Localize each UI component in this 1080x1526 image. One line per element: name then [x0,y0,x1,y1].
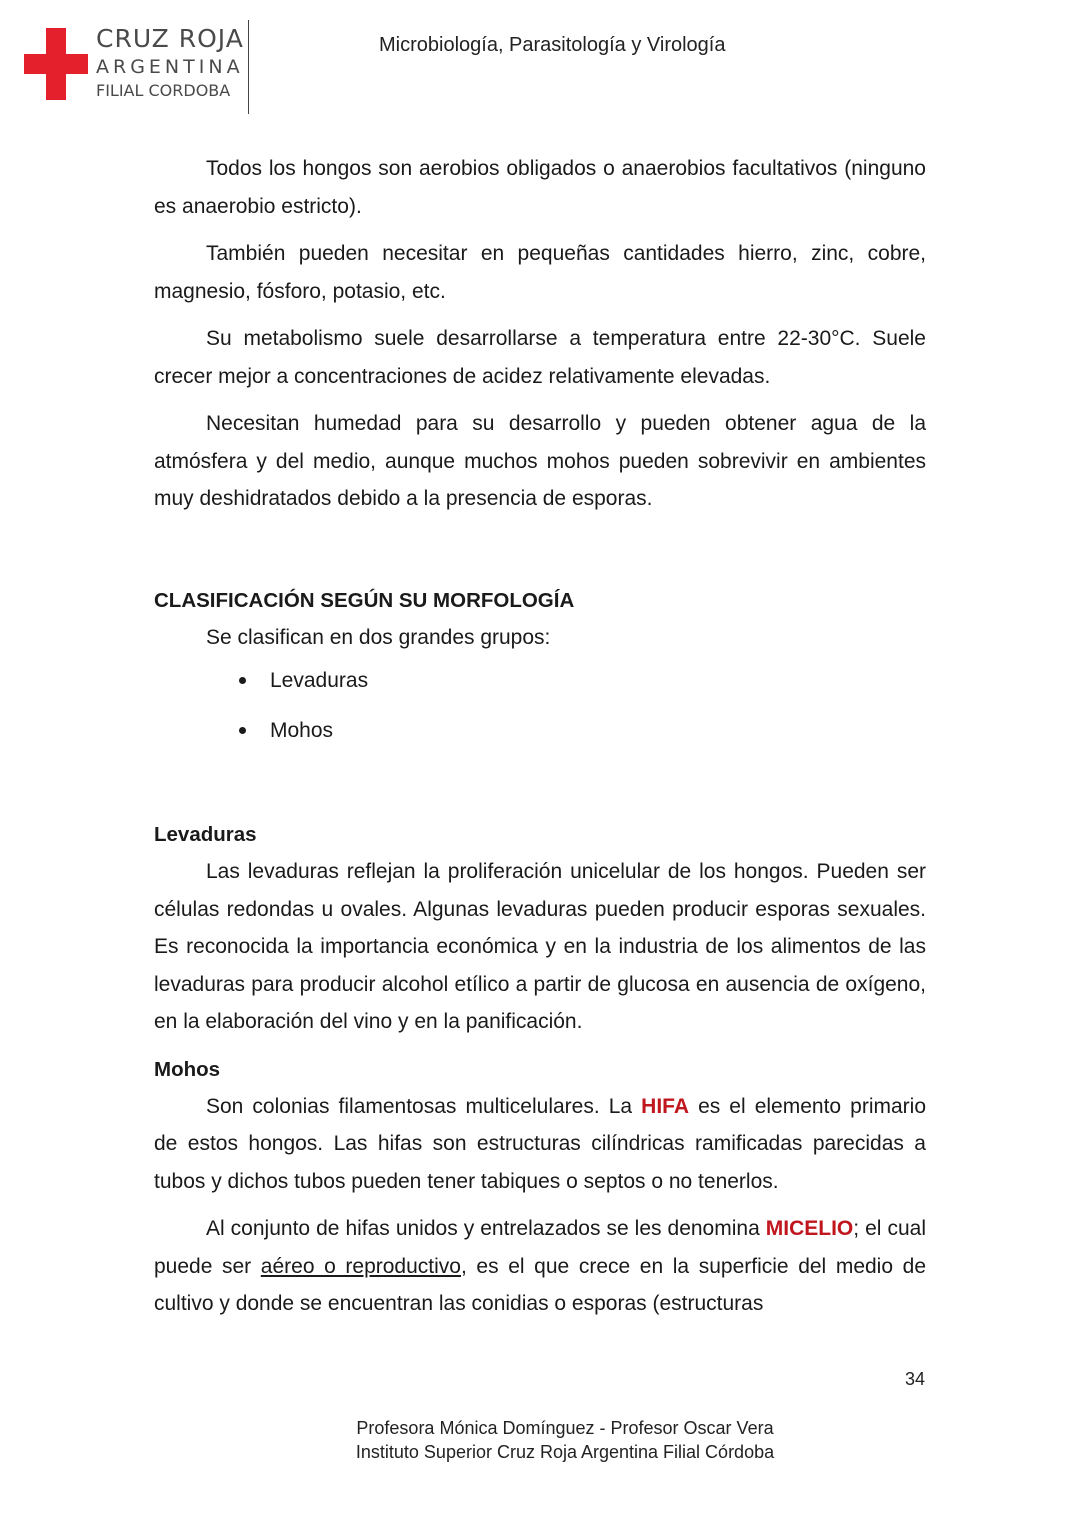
subheading-mohos: Mohos [154,1057,221,1081]
footer-authors: Profesora Mónica Domínguez - Profesor Oscar Vera [356,1418,774,1438]
paragraph-humedad: Necesitan humedad para su desarrollo y pueden obtener agua de la atmósfera y del medio, aunque muchos mohos pueden sobrevivir en ambientes muy deshidratados debido a la presencia de esporas. [154,412,926,510]
paragraph-hifa [154,1088,926,1201]
paragraph-minerales: También pueden necesitar en pequeñas cantidades hierro, zinc, cobre, magnesio, fósforo, potasio, etc. [154,242,926,303]
logo-text [96,24,244,102]
header-divider [248,20,249,114]
underlined-term: aéreo o reproductivo [260,1254,461,1278]
page-footer [0,1416,1080,1464]
groups-list [154,656,926,756]
cruz-roja-logo [24,18,254,118]
text-segment: ; el cual puede ser [154,1217,926,1278]
document-title: Microbiología, Parasitología y Virología [379,34,726,56]
term-hifa: HIFA [641,1094,690,1118]
page-content [154,150,926,1333]
logo-line-3: FILIAL CORDOBA [96,81,231,100]
list-item-mohos: Mohos [270,706,926,756]
paragraph-aerobios: Todos los hongos son aerobios obligados o anaerobios facultativos (ninguno es anaerobio estricto). [154,157,926,218]
paragraph-micelio [154,1210,926,1323]
term-micelio: MICELIO [765,1217,854,1240]
text-segment: es el elemento primario de estos hongos. Las hifas son estructuras cilíndricas ramificadas parecidas a tubos y dichos tubos pueden tener tabiques o septos o no tenerlos. [154,1094,927,1193]
footer-institution: Instituto Superior Cruz Roja Argentina Filial Córdoba [355,1442,775,1462]
logo-line-1: CRUZ ROJA [96,24,244,53]
text-segment: , es el que crece en la superficie del medio de cultivo y donde se encuentran las conidias o esporas (estructuras [154,1254,927,1315]
text-segment: Al conjunto de hifas unidos y entrelazados se les denomina [206,1217,766,1240]
section-intro: Se clasifican en dos grandes grupos: [206,625,551,649]
red-cross-icon [24,28,88,100]
text-segment: Son colonias filamentosas multicelulares. La [206,1094,642,1118]
paragraph-temperatura: Su metabolismo suele desarrollarse a temperatura entre 22-30°C. Suele crecer mejor a concentraciones de acidez relativamente elevadas. [154,327,926,388]
list-item-levaduras: Levaduras [270,656,926,706]
logo-line-2: ARGENTINA [96,56,244,78]
paragraph-levaduras: Las levaduras reflejan la proliferación unicelular de los hongos. Pueden ser células redondas u ovales. Algunas levaduras pueden producir esporas sexuales. Es reconocida la importancia económica y en la industria de los alimentos de las levaduras para producir alcohol etílico a partir de glucosa en ausencia de oxígeno, en la elaboración del vino y en la panificación. [154,860,926,1033]
section-heading-morfologia: CLASIFICACIÓN SEGÚN SU MORFOLOGÍA [154,588,575,612]
page-number: 34 [904,1369,925,1389]
subheading-levaduras: Levaduras [154,823,257,846]
